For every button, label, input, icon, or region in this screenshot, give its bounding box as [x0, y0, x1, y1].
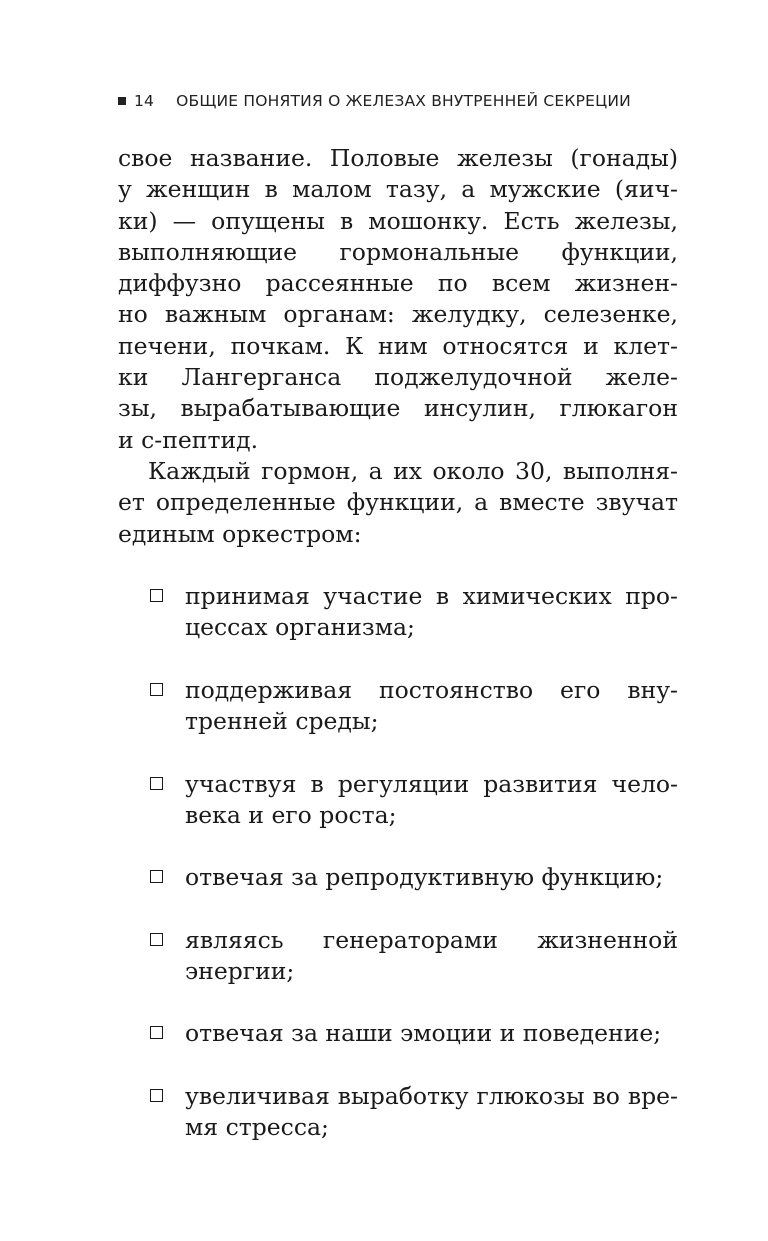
text-line: Каждый гормон, а их около 30, выполня-: [148, 456, 678, 485]
list-item: [150, 1081, 678, 1144]
checkbox-square-icon: [150, 683, 163, 696]
text-line: у женщин в малом тазу, а мужские (яич-: [118, 175, 678, 204]
list-item-line: увеличивая выработку глюкозы во вре-: [185, 1082, 678, 1110]
list-item-line: тренней среды;: [185, 707, 379, 736]
list-item-line: отвечая за наши эмоции и поведение;: [185, 1019, 662, 1047]
paragraph-2: [118, 456, 678, 550]
text-line: ки Лангерганса поджелудочной желе-: [118, 363, 678, 392]
text-line: зы, вырабатывающие инсулин, глюкагон: [118, 394, 678, 423]
list-item: [150, 1018, 678, 1049]
list-item-line: принимая участие в химических про-: [185, 582, 678, 610]
text-line: диффузно рассеянные по всем жизнен-: [118, 269, 678, 298]
list-item-line: века и его роста;: [185, 801, 397, 830]
list-item-line: поддерживая постоянство его вну-: [185, 676, 678, 704]
checkbox-square-icon: [150, 777, 163, 790]
text-line: свое название. Половые железы (гонады): [118, 144, 678, 172]
checkbox-square-icon: [150, 933, 163, 946]
text-line: ки) — опущены в мошонку. Есть железы,: [118, 206, 678, 235]
list-item-line: участвуя в регуляции развития чело-: [185, 770, 678, 798]
text-line: единым оркестром:: [118, 519, 362, 548]
checkbox-square-icon: [150, 1026, 163, 1039]
text-line: ет определенные функции, а вместе звучат: [118, 488, 678, 517]
checkbox-square-icon: [150, 870, 163, 883]
list-item: [150, 769, 678, 832]
text-line: выполняющие гормональные функции,: [118, 237, 678, 266]
list-item-line: отвечая за репродуктивную функцию;: [185, 863, 664, 891]
text-line: и с-пептид.: [118, 425, 259, 454]
page-number: 14: [134, 92, 155, 110]
list-item: [150, 675, 678, 738]
square-bullet-icon: [118, 97, 126, 105]
list-item-line: энергии;: [185, 957, 295, 986]
list-item-line: цессах организма;: [185, 613, 415, 642]
checkbox-square-icon: [150, 1089, 163, 1102]
list-item: [150, 581, 678, 644]
list-item: [150, 925, 678, 988]
running-header: [118, 92, 631, 110]
list-item: [150, 862, 678, 893]
body-text: [118, 143, 678, 550]
checkbox-square-icon: [150, 589, 163, 602]
text-line: но важным органам: желудку, селезенке,: [118, 300, 678, 329]
list-item-line: являясь генераторами жизненной: [185, 926, 678, 954]
running-title: ОБЩИЕ ПОНЯТИЯ О ЖЕЛЕЗАХ ВНУТРЕННЕЙ СЕКРЕЦИИ: [176, 92, 631, 110]
text-line: печени, почкам. К ним относятся и клет-: [118, 331, 678, 360]
list-item-line: мя стресса;: [185, 1113, 329, 1142]
paragraph-1: [118, 143, 678, 456]
